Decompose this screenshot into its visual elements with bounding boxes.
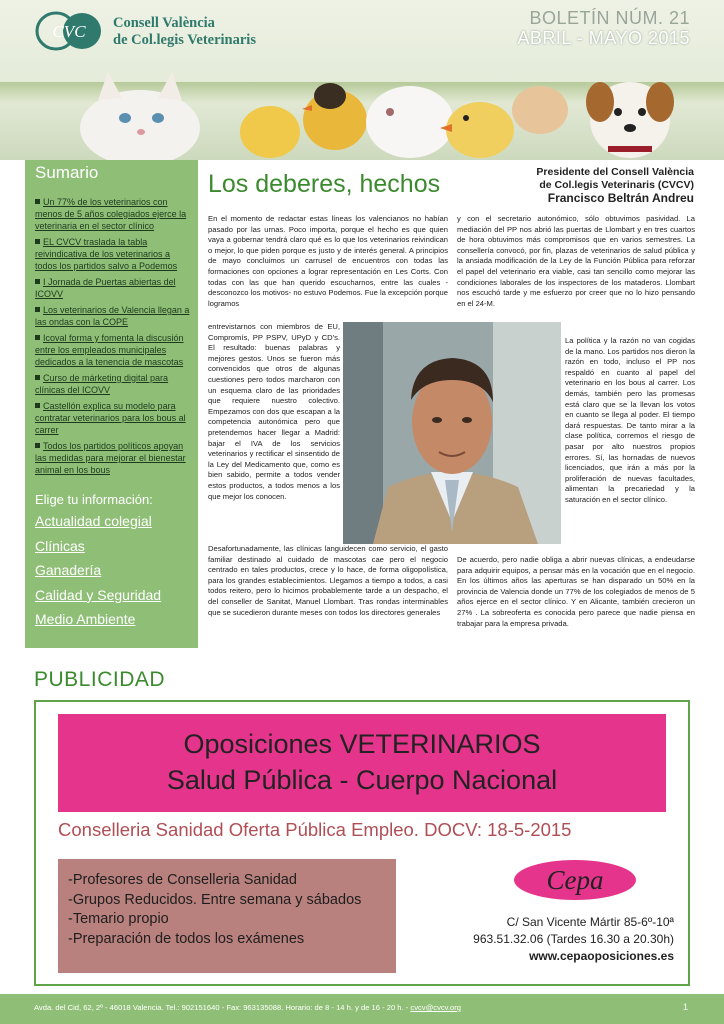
bullet-square-icon [35,335,40,340]
article-column-2-top: y con el secretario autonómico, sólo obtuvimos pasividad. La mediación del PP nos abrió las puertas de Llombart y en tres cuartos de hora obtuvimos más compromisos que en varios semestres. La consellería convocó, por fin, plazas de veterinarios de salud pública y la ansiada modificación de la Ley de la Función Pública para reforzar el papel del veterinario era viable, casi tan sencillo como mejorar las condiciones laborales de los inspectores de los mataderos. Llombart nos escuchó tarde y me esfuerzo por creer que no lo hizo pensando en el 24-M. [457,214,695,308]
link-medio-ambiente[interactable]: Medio Ambiente [35,611,136,627]
ad-phone: 963.51.32.06 (Tardes 16.30 a 20.30h) [473,932,674,946]
article-author [536,166,694,205]
sumario-list [25,186,198,476]
bullet-square-icon [35,239,40,244]
advertisement-box[interactable] [34,700,690,986]
bulletin-date: ABRIL - MAYO 2015 [517,28,690,48]
bulletin-number: BOLETÍN NÚM. 21 [529,8,690,28]
organization-name [113,15,256,49]
sumario-item[interactable]: Un 77% de los veterinarios con menos de 5 años colegiados ejerce la veterinaria en el sector clínico [35,197,187,231]
ad-banner [58,714,666,812]
bulletin-info [517,8,690,48]
sumario-item[interactable]: EL CVCV traslada la tabla reivindicativa de los veterinarios a todos los partidos salvo a Podemos [35,237,178,271]
link-calidad-seguridad[interactable]: Calidad y Seguridad [35,586,162,603]
author-name: Francisco Beltrán Andreu [547,191,694,205]
bullet-square-icon [35,279,40,284]
animals-banner-image [0,60,724,160]
link-clinicas[interactable]: Clínicas [35,537,85,554]
page-number: 1 [682,1002,688,1012]
svg-text:CVC: CVC [52,22,86,41]
bullet-square-icon [35,307,40,312]
sumario-sidebar [25,160,198,648]
footer-contact [34,1003,461,1012]
header [0,0,724,160]
sumario-item[interactable]: Castellón explica su modelo para contratar veterinarios para los bous al carrer [35,401,186,435]
article-column-2-wrap: La política y la razón no van cogidas de la mano. Los partidos nos dieron la razón en todo, incluso el PP nos respaldó en cuanto al papel del veterinario en los bous al carrer. Los demás, también pero las promesas está claro que se la llevan los votos en cuanto se llega al poder. El tiempo dará respuestas. De tanto mirar a la clase política, corremos el riesgo de pasar por alto nuestros propios errores. Sí, las hornadas de nuevos licenciados, que irán a más por la proliferación de nuevas facultades, alimentan la precariedad y la saturación en el sector clínico. [565,336,695,504]
info-links [25,507,198,632]
link-actualidad-colegial[interactable]: Actualidad colegial [35,513,152,529]
president-portrait-photo [343,322,561,544]
publicidad-heading: PUBLICIDAD [34,668,166,691]
ad-subtitle: Conselleria Sanidad Oferta Pública Empleo. DOCV: 18-5-2015 [58,819,572,840]
ad-feature-item: -Grupos Reducidos. Entre semana y sábados [68,891,362,908]
ad-banner-line-2: Salud Pública - Cuerpo Nacional [166,765,558,795]
ad-banner-line-1: Oposiciones VETERINARIOS [183,729,541,759]
ad-feature-item: -Temario propio [68,911,169,927]
sumario-item[interactable]: Los veterinarios de Valencia llegan a las ondas con la COPE [35,305,190,327]
footer [0,994,724,1024]
bullet-square-icon [35,443,40,448]
footer-address: Avda. del Cid, 62, 2º - 46018 Valencia. Tel.: 902151640 - Fax: 963135088. Horario: de 8 - 14 h. y de 16 - 20 h. - [34,1003,409,1012]
sumario-title: Sumario [35,163,99,182]
bullet-square-icon [35,403,40,408]
article-column-1-wrap: entrevistarnos con miembros de EU, Compromís, PP PSPV, UPyD y CD's. El resultado: buenas palabras y mejores gestos. Unos se fueron más convencidos que otros de algunas cuestiones pero todos marcharon con un esquema claro de las prioridades que requiere nuestro colectivo. Empezamos con dos que escapan a la competencia autonómica pero que pretendemos hacer llegar a Madrid: bajar el IVA de los servicios veterinarios y rectificar el sinsentido de la Ley del Medicamento que, como es bien sabido, permite a todos vender estos productos, a todos menos a los que mejor los conocen. [208,322,340,501]
sumario-item[interactable]: I Jornada de Puertas abiertas del ICOVV [35,277,176,299]
link-ganaderia[interactable]: Ganadería [35,562,102,578]
article-column-2-bottom: De acuerdo, pero nadie obliga a abrir nuevas clínicas, a endeudarse para adquirir equipos, a pensar más en la vocación que en el negocio. En los últimos años las aperturas se han disparado un 50% en la provincia de Valencia donde un 77% de los colegiados de menos de 5 años ejerce en el sector clínico. Y en Alicante, también crecieron un 27% . La sobreoferta es conocida pero parece que nadie piensa en trabajar para la empresa privada. [457,555,695,628]
ad-feature-item: -Preparación de todos los exámenes [68,930,305,947]
cvcv-logo [34,10,104,52]
article-title: Los deberes, hechos [208,170,441,198]
ad-website-link[interactable]: www.cepaoposiciones.es [529,949,674,963]
ad-feature-item: -Profesores de Conselleria Sanidad [68,872,297,888]
bullet-square-icon [35,375,40,380]
ad-feature-list [58,859,396,973]
cepa-logo: Cepa [514,860,636,900]
org-line-2: de Col.legis Veterinaris [113,32,256,48]
org-line-1: Consell València [113,15,215,31]
ad-contact [473,914,674,965]
article-column-1-bottom: Desafortunadamente, las clínicas languidecen como servicio, el gasto familiar destinado al cuidado de mascotas cae pero el negocio centrado en tales productos, crece y lo hace, de forma oligopolística, para los grandes establecimientos. Llegamos a tiempo a todos, a casi todos reitero, pero lo hicimos probablemente tarde a un despacho, el del conseller de Sanitat, Manuel Llombart. Tras rondas interminables que se sucedieron durante meses con todos los directores generales [208,544,448,617]
bullet-square-icon [35,199,40,204]
sumario-item[interactable]: Curso de márketing digital para clínicas del ICOVV [35,373,169,395]
sumario-item[interactable]: Todos los partidos políticos apoyan las medidas para mejorar el bienestar animal en los bous [35,441,186,475]
author-role-2: de Col.legis Veterinaris (CVCV) [539,179,694,191]
author-role-1: Presidente del Consell València [536,166,694,178]
info-section-title: Elige tu información: [35,492,153,507]
article-column-1-top: En el momento de redactar estas líneas los valencianos no habían pasado por las urnas. Poco importa, porque el hecho es que quien vaya a gobernar tendrá claro qué es lo que los veterinarios reivindican o mejor, lo que piden porque es justo y de interés general. A principios de mayo concluimos un carrusel de encuentros con todas las formaciones con opciones a lograr representación en Les Corts. Con todas con las que han querido escucharnos, entre las cuales -desconozco los motivos- no estuvo Podemos. Fue la excepción porque logramos [208,214,448,308]
ad-address: C/ San Vicente Mártir 85-6º-10ª [506,915,674,929]
sumario-item[interactable]: Icoval forma y fomenta la discusión entre los empleados municipales dedicados a la tenencia de mascotas [35,333,184,367]
footer-email-link[interactable]: cvcv@cvcv.org [410,1003,461,1012]
